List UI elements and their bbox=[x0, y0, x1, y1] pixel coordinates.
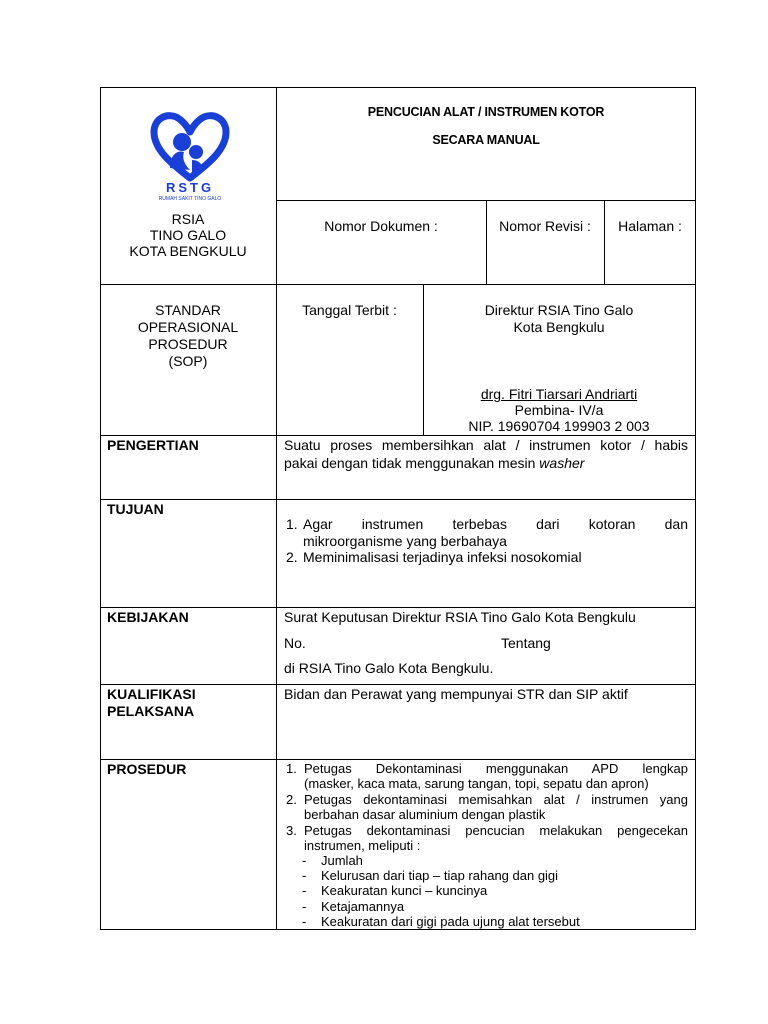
prosedur-subitem-1: Jumlah bbox=[321, 853, 363, 868]
sop-label-line-3: PROSEDUR bbox=[148, 336, 228, 352]
row-divider-kebijakan bbox=[100, 607, 696, 608]
prosedur-item-1-line-2: (masker, kaca mata, sarung tangan, topi, sepatu dan apron) bbox=[304, 776, 649, 791]
prosedur-subitem-3-dash: - bbox=[302, 883, 307, 898]
prosedur-subitem-4: Ketajamannya bbox=[321, 899, 405, 914]
tanggal-terbit-label: Tanggal Terbit : bbox=[302, 302, 397, 318]
director-title-line-1: Direktur RSIA Tino Galo bbox=[484, 302, 634, 318]
prosedur-item-3-line-2: instrumen, meliputi : bbox=[304, 838, 421, 853]
tujuan-item-2-number: 2. bbox=[286, 549, 298, 565]
pengertian-washer-term: washer bbox=[539, 455, 585, 471]
row-divider-tujuan bbox=[100, 499, 696, 500]
column-divider-halaman bbox=[604, 200, 605, 285]
pengertian-text-line-2 bbox=[284, 455, 584, 472]
kebijakan-label: KEBIJAKAN bbox=[107, 609, 189, 625]
prosedur-item-3-number: 3. bbox=[286, 823, 297, 838]
prosedur-subitem-2-dash: - bbox=[302, 868, 307, 883]
row-divider-prosedur bbox=[100, 759, 696, 760]
director-rank: Pembina- IV/a bbox=[514, 402, 604, 418]
prosedur-item-2-line-2: berbahan dasar aluminium dengan plastik bbox=[304, 807, 546, 822]
prosedur-subitem-5-dash: - bbox=[302, 914, 307, 929]
tujuan-label: TUJUAN bbox=[107, 501, 164, 517]
tujuan-item-1-line-1: Agar instrumen terbebas dari kotoran dan bbox=[303, 516, 688, 532]
prosedur-subitem-1-dash: - bbox=[302, 853, 307, 868]
halaman-label: Halaman : bbox=[618, 218, 682, 234]
pengertian-label: PENGERTIAN bbox=[107, 437, 199, 453]
org-line-3: KOTA BENGKULU bbox=[129, 243, 247, 259]
sop-label-line-2: OPERASIONAL bbox=[137, 319, 239, 335]
kebijakan-no: No. bbox=[284, 635, 306, 651]
tujuan-item-1-number: 1. bbox=[286, 516, 298, 532]
sop-label-line-1: STANDAR bbox=[155, 302, 221, 318]
table-border-right bbox=[695, 87, 696, 930]
org-line-2: TINO GALO bbox=[149, 227, 227, 243]
nomor-dokumen-label: Nomor Dokumen : bbox=[324, 218, 438, 234]
logo-abbr: RSTG bbox=[165, 180, 215, 195]
director-nip: NIP. 19690704 199903 2 003 bbox=[468, 418, 650, 434]
document-title-line-2: SECARA MANUAL bbox=[432, 133, 540, 147]
rstg-hospital-logo-icon bbox=[148, 112, 232, 202]
row-divider-kualifikasi bbox=[100, 684, 696, 685]
pengertian-text-line-1: Suatu proses membersihkan alat / instrumen kotor / habis bbox=[284, 437, 688, 453]
prosedur-subitem-2: Kelurusan dari tiap – tiap rahang dan gigi bbox=[321, 868, 559, 883]
kebijakan-tentang: Tentang bbox=[501, 635, 551, 651]
sop-label-line-4: (SOP) bbox=[168, 353, 208, 369]
column-divider-main bbox=[276, 87, 277, 930]
tujuan-item-1-line-2: mikroorganisme yang berbahaya bbox=[303, 533, 507, 549]
nomor-revisi-label: Nomor Revisi : bbox=[499, 218, 591, 234]
prosedur-subitem-5: Keakuratan dari gigi pada ujung alat tersebut bbox=[321, 914, 580, 929]
logo-subtitle: RUMAH SAKIT TINO GALO bbox=[158, 196, 222, 202]
tujuan-item-2-line-1: Meminimalisasi terjadinya infeksi nosokomial bbox=[303, 549, 582, 565]
table-border-top bbox=[100, 87, 696, 88]
prosedur-label: PROSEDUR bbox=[107, 761, 187, 777]
prosedur-item-3-line-1: Petugas dekontaminasi pencucian melakukan pengecekan bbox=[304, 823, 688, 838]
row-divider-sop bbox=[100, 284, 696, 285]
prosedur-item-2-line-1: Petugas dekontaminasi memisahkan alat / instrumen yang bbox=[304, 792, 688, 807]
director-name: drg. Fitri Tiarsari Andriarti bbox=[480, 386, 638, 402]
prosedur-item-2-number: 2. bbox=[286, 792, 297, 807]
column-divider-revisi bbox=[486, 200, 487, 285]
document-title-line-1: PENCUCIAN ALAT / INSTRUMEN KOTOR bbox=[367, 105, 605, 119]
prosedur-subitem-4-dash: - bbox=[302, 899, 307, 914]
kualifikasi-label-line-1: KUALIFIKASI bbox=[107, 686, 196, 702]
kualifikasi-text: Bidan dan Perawat yang mempunyai STR dan SIP aktif bbox=[284, 686, 628, 702]
org-line-1: RSIA bbox=[171, 211, 205, 227]
kebijakan-text-line-1: Surat Keputusan Direktur RSIA Tino Galo Kota Bengkulu bbox=[284, 609, 636, 625]
director-title-line-2: Kota Bengkulu bbox=[513, 319, 605, 335]
kualifikasi-label-line-2: PELAKSANA bbox=[107, 703, 195, 719]
prosedur-item-1-number: 1. bbox=[286, 761, 297, 776]
prosedur-subitem-3: Keakuratan kunci – kuncinya bbox=[321, 883, 488, 898]
row-divider-pengertian bbox=[100, 435, 696, 436]
kebijakan-text-line-3: di RSIA Tino Galo Kota Bengkulu. bbox=[284, 660, 494, 676]
pengertian-text-line-2-main: pakai dengan tidak menggunakan mesin bbox=[284, 455, 536, 471]
prosedur-item-1-line-1: Petugas Dekontaminasi menggunakan APD lengkap bbox=[304, 761, 688, 776]
